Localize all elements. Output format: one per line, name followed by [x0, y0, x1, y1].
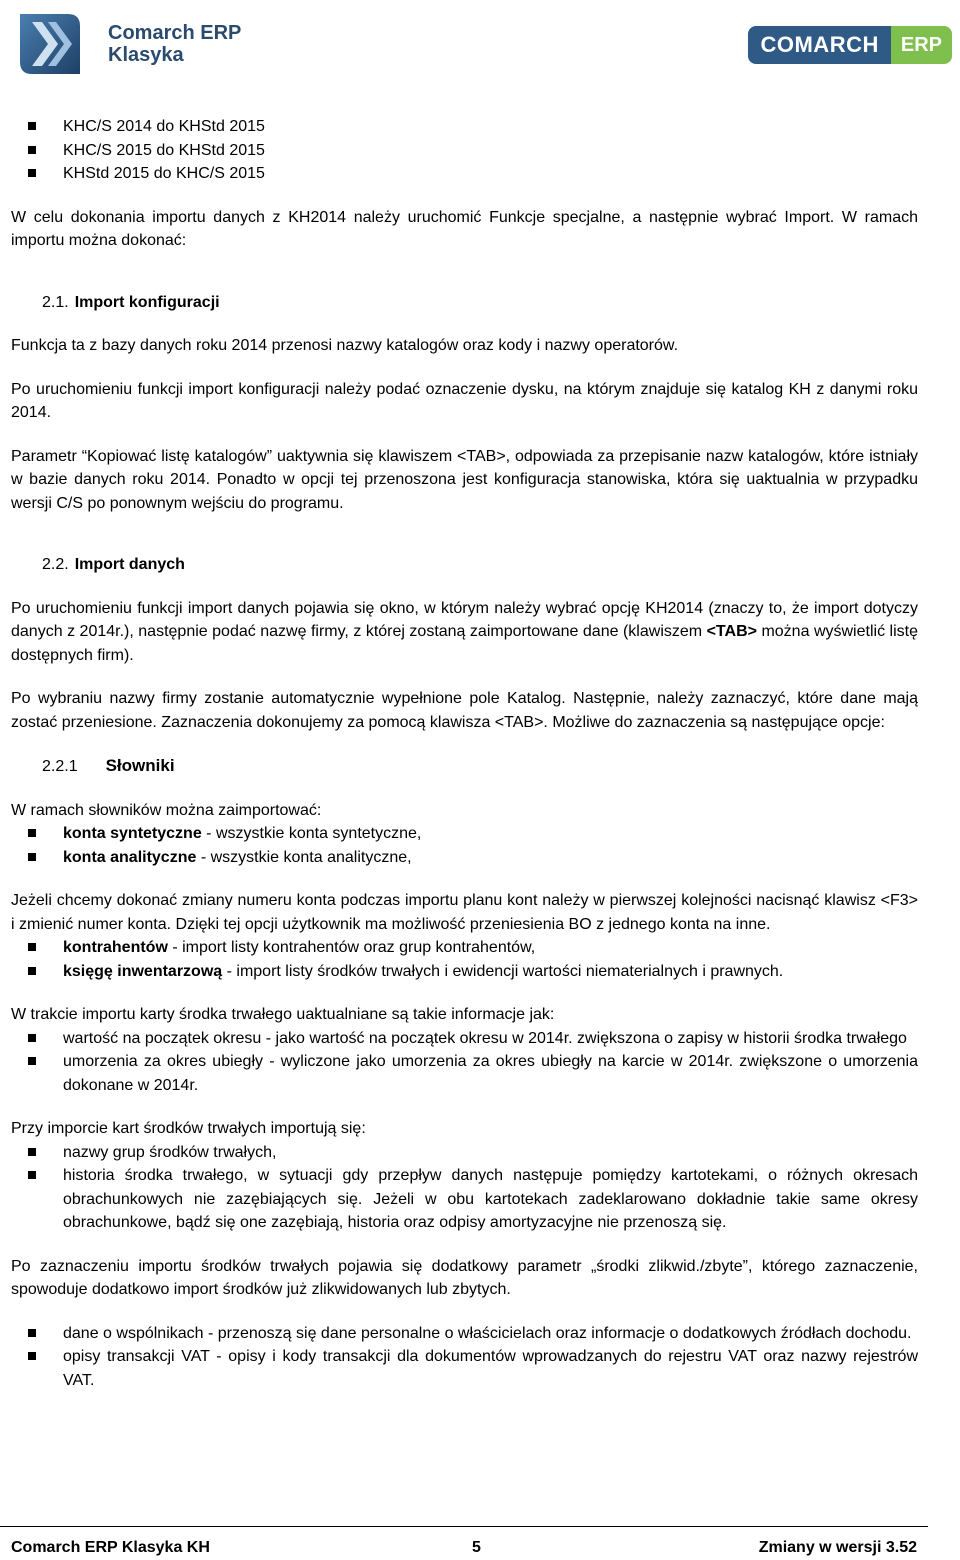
paragraph: Parametr “Kopiować listę katalogów” uaktywnia się klawiszem <TAB>, odpowiada za przepisanie nazw katalogów, które istniały w bazie danych roku 2014. Ponadto w opcji tej przenoszona jest konfiguracja stanowiska, która się uaktualnia w przypadku wersji C/S po ponownym wejściu do programu. [11, 447, 918, 512]
bullet-list [11, 822, 918, 869]
bullet-list [11, 1141, 918, 1235]
logo-line2: Klasyka [108, 44, 184, 66]
document-body [11, 115, 918, 1392]
paragraph: Przy imporcie kart środków trwałych importują się: [11, 1120, 366, 1137]
comarch-erp-badge [748, 26, 952, 64]
list-item: konta syntetyczne - wszystkie konta syntetyczne, [11, 822, 918, 846]
section-number: 2.2.1 [42, 758, 78, 775]
list-item: nazwy grup środków trwałych, [11, 1141, 918, 1165]
paragraph: W celu dokonania importu danych z KH2014 należy uruchomić Funkcje specjalne, a następnie wybrać Import. W ramach importu można dokonać: [11, 208, 918, 249]
list-item: historia środka trwałego, w sytuacji gdy przepływ danych następuje pomiędzy kartotekami, o różnych okresach obrachunkowych nie zazębiających się. Jeżeli w obu kartotekach zadeklarowano dokładnie takie same okresy obrachunkowe, bądź się one zazębiają, historia oraz odpisy amortyzacyjne nie przenoszą się. [11, 1164, 918, 1235]
list-item: konta analityczne - wszystkie konta analityczne, [11, 846, 918, 870]
footer-page-number: 5 [472, 1539, 481, 1556]
logo-line1: Comarch ERP [108, 22, 242, 44]
paragraph: Po wybraniu nazwy firmy zostanie automatycznie wypełnione pole Katalog. Następnie, należy zaznaczyć, które dane mają zostać przeniesione. Zaznaczenia dokonujemy za pomocą klawisza <TAB>. Możliwe do zaznaczenia są następujące opcje: [11, 690, 918, 731]
section-number: 2.1. [42, 293, 69, 311]
footer-divider [0, 1526, 928, 1527]
tab-key-bold: <TAB> [706, 623, 757, 640]
list-item: KHC/S 2014 do KHStd 2015 [11, 115, 918, 139]
paragraph: Po zaznaczeniu importu środków trwałych pojawia się dodatkowy parametr „środki zlikwid./zbyte”, którego zaznaczenie, spowoduje dodatkowo import środków już zlikwidowanych lub zbytych. [11, 1257, 918, 1298]
section-heading-2-1 [11, 291, 918, 315]
list-item: dane o wspólnikach - przenoszą się dane personalne o właścicielach oraz informacje o dodatkowych źródłach dochodu. [11, 1322, 918, 1346]
list-item: KHStd 2015 do KHC/S 2015 [11, 162, 918, 186]
footer-version: Zmiany w wersji 3.52 [758, 1539, 917, 1556]
section-heading-2-2 [11, 553, 918, 577]
bullet-list [11, 1322, 918, 1393]
footer-product: Comarch ERP Klasyka KH [11, 1539, 210, 1556]
list-item: wartość na początek okresu - jako wartość na początek okresu w 2014r. zwiększona o zapisy w historii środka trwałego [11, 1027, 918, 1051]
paragraph: Funkcja ta z bazy danych roku 2014 przenosi nazwy katalogów oraz kody i nazwy operatorów. [11, 337, 679, 354]
paragraph: W ramach słowników można zaimportować: [11, 801, 322, 819]
paragraph: Po uruchomieniu funkcji import danych pojawia się okno, w którym należy wybrać opcję KH2014 (znaczy to, że import dotyczy danych z 2014r.), następnie podać nazwę firmy, z której zostaną zaimportowane dane (klawiszem <TAB> można wyświetlić listę dostępnych firm). [11, 599, 918, 664]
comarch-erp-klasyka-logo [14, 8, 241, 80]
section-number: 2.2. [42, 556, 69, 573]
paragraph: Po uruchomieniu funkcji import konfiguracji należy podać oznaczenie dysku, na którym znajduje się katalog KH z danymi roku 2014. [11, 380, 918, 421]
intro-bullet-list [11, 115, 918, 186]
section-title: Import konfiguracji [74, 293, 220, 311]
list-item: kontrahentów - import listy kontrahentów oraz grup kontrahentów, [11, 936, 918, 960]
list-item: umorzenia za okres ubiegły - wyliczone jako umorzenia za okres ubiegły na karcie w 2014r. zwiększone o umorzenia dokonane w 2014r. [11, 1050, 918, 1097]
list-item: KHC/S 2015 do KHStd 2015 [11, 139, 918, 163]
bullet-list [11, 1027, 918, 1098]
badge-erp: ERP [891, 26, 952, 64]
logo-chevron-icon [14, 8, 86, 80]
section-heading-2-2-1 [11, 754, 918, 779]
badge-comarch: COMARCH [748, 26, 890, 64]
paragraph: Jeżeli chcemy dokonać zmiany numeru konta podczas importu planu kont należy w pierwszej kolejności nacisnąć klawisz <F3> i zmienić numer konta. Dzięki tej opcji użytkownik ma możliwość przeniesienia BO z jednego konta na inne. [11, 892, 918, 933]
list-item: księgę inwentarzową - import listy środków trwałych i ewidencji wartości niematerialnych i prawnych. [11, 960, 918, 984]
list-item: opisy transakcji VAT - opisy i kody transakcji dla dokumentów wprowadzanych do rejestru VAT oraz nazwy rejestrów VAT. [11, 1345, 918, 1392]
section-title: Słowniki [105, 756, 175, 775]
section-title: Import danych [74, 556, 185, 573]
paragraph: W trakcie importu karty środka trwałego uaktualniane są takie informacje jak: [11, 1006, 555, 1023]
bullet-list [11, 936, 918, 983]
